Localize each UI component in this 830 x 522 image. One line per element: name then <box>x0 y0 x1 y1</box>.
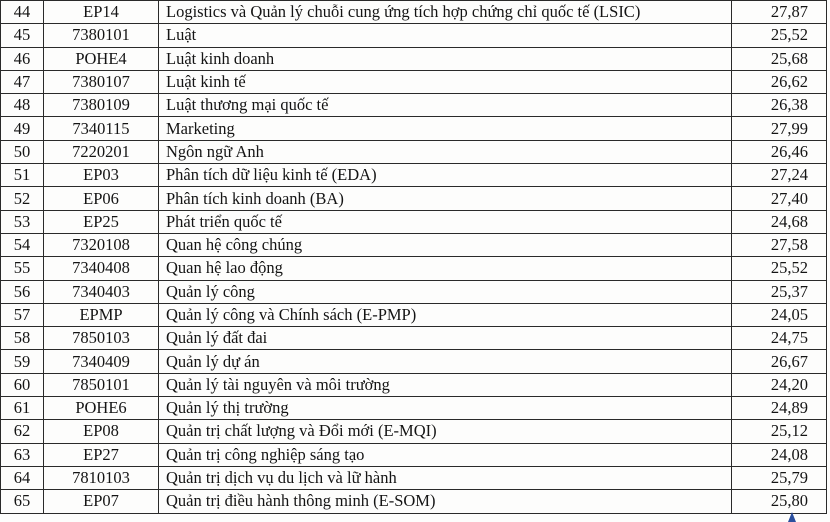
row-number-cell: 60 <box>1 373 44 396</box>
program-name-cell: Quan hệ công chúng <box>159 233 732 256</box>
program-code-cell: 7850103 <box>44 327 159 350</box>
cutoff-score-cell: 25,37 <box>732 280 827 303</box>
table-row <box>1 490 827 513</box>
table-row <box>1 164 827 187</box>
cutoff-score-cell: 25,80 <box>732 490 827 513</box>
table-body <box>1 1 827 514</box>
table-row <box>1 94 827 117</box>
table-row <box>1 466 827 489</box>
program-name-cell: Quản trị điều hành thông minh (E-SOM) <box>159 490 732 513</box>
program-code-cell: EPMP <box>44 303 159 326</box>
program-code-cell: EP07 <box>44 490 159 513</box>
program-code-cell: POHE4 <box>44 47 159 70</box>
program-code-cell: 7380101 <box>44 24 159 47</box>
program-name-cell: Ngôn ngữ Anh <box>159 140 732 163</box>
program-code-cell: 7340408 <box>44 257 159 280</box>
row-number-cell: 55 <box>1 257 44 280</box>
program-name-cell: Quản trị dịch vụ du lịch và lữ hành <box>159 466 732 489</box>
row-number-cell: 63 <box>1 443 44 466</box>
cutoff-score-cell: 27,24 <box>732 164 827 187</box>
program-code-cell: EP25 <box>44 210 159 233</box>
program-name-cell: Quản lý công <box>159 280 732 303</box>
cutoff-score-cell: 26,67 <box>732 350 827 373</box>
program-code-cell: 7320108 <box>44 233 159 256</box>
program-name-cell: Logistics và Quản lý chuỗi cung ứng tích hợp chứng chỉ quốc tế (LSIC) <box>159 1 732 24</box>
program-name-cell: Quản lý công và Chính sách (E-PMP) <box>159 303 732 326</box>
table-row <box>1 117 827 140</box>
row-number-cell: 45 <box>1 24 44 47</box>
row-number-cell: 49 <box>1 117 44 140</box>
cutoff-score-cell: 24,75 <box>732 327 827 350</box>
program-name-cell: Quản trị công nghiệp sáng tạo <box>159 443 732 466</box>
table-row <box>1 70 827 93</box>
program-code-cell: 7380107 <box>44 70 159 93</box>
program-code-cell: 7850101 <box>44 373 159 396</box>
program-code-cell: EP03 <box>44 164 159 187</box>
program-code-cell: 7810103 <box>44 466 159 489</box>
cutoff-score-cell: 27,99 <box>732 117 827 140</box>
table-row <box>1 24 827 47</box>
program-name-cell: Luật kinh tế <box>159 70 732 93</box>
cutoff-score-cell: 26,46 <box>732 140 827 163</box>
program-code-cell: 7340403 <box>44 280 159 303</box>
table-row <box>1 420 827 443</box>
table-row <box>1 350 827 373</box>
cutoff-score-cell: 26,38 <box>732 94 827 117</box>
row-number-cell: 52 <box>1 187 44 210</box>
cutoff-score-cell: 27,58 <box>732 233 827 256</box>
table-row <box>1 280 827 303</box>
program-code-cell: POHE6 <box>44 397 159 420</box>
program-code-cell: EP27 <box>44 443 159 466</box>
program-name-cell: Phân tích dữ liệu kinh tế (EDA) <box>159 164 732 187</box>
table-row <box>1 257 827 280</box>
cutoff-score-cell: 25,52 <box>732 257 827 280</box>
row-number-cell: 51 <box>1 164 44 187</box>
row-number-cell: 57 <box>1 303 44 326</box>
program-name-cell: Quản lý đất đai <box>159 327 732 350</box>
row-number-cell: 56 <box>1 280 44 303</box>
row-number-cell: 62 <box>1 420 44 443</box>
cutoff-score-cell: 25,79 <box>732 466 827 489</box>
row-number-cell: 44 <box>1 1 44 24</box>
row-number-cell: 59 <box>1 350 44 373</box>
row-number-cell: 50 <box>1 140 44 163</box>
cutoff-score-cell: 24,89 <box>732 397 827 420</box>
row-number-cell: 65 <box>1 490 44 513</box>
table-row <box>1 327 827 350</box>
table-row <box>1 140 827 163</box>
program-name-cell: Phát triển quốc tế <box>159 210 732 233</box>
program-name-cell: Luật kinh doanh <box>159 47 732 70</box>
program-name-cell: Quản lý thị trường <box>159 397 732 420</box>
cutoff-score-cell: 25,12 <box>732 420 827 443</box>
table-row <box>1 373 827 396</box>
cutoff-score-cell: 27,87 <box>732 1 827 24</box>
program-code-cell: 7340409 <box>44 350 159 373</box>
cutoff-score-cell: 24,20 <box>732 373 827 396</box>
program-code-cell: EP08 <box>44 420 159 443</box>
program-name-cell: Marketing <box>159 117 732 140</box>
program-code-cell: 7380109 <box>44 94 159 117</box>
cutoff-score-cell: 27,40 <box>732 187 827 210</box>
row-number-cell: 48 <box>1 94 44 117</box>
cutoff-score-cell: 24,05 <box>732 303 827 326</box>
row-number-cell: 46 <box>1 47 44 70</box>
cutoff-score-cell: 25,52 <box>732 24 827 47</box>
program-name-cell: Quan hệ lao động <box>159 257 732 280</box>
row-number-cell: 64 <box>1 466 44 489</box>
program-name-cell: Quản lý tài nguyên và môi trường <box>159 373 732 396</box>
table-row <box>1 47 827 70</box>
program-code-cell: EP06 <box>44 187 159 210</box>
table-row <box>1 397 827 420</box>
cutoff-score-cell: 24,68 <box>732 210 827 233</box>
table-row <box>1 210 827 233</box>
table-row <box>1 187 827 210</box>
program-name-cell: Luật thương mại quốc tế <box>159 94 732 117</box>
program-name-cell: Luật <box>159 24 732 47</box>
cutoff-score-cell: 25,68 <box>732 47 827 70</box>
table-row <box>1 1 827 24</box>
row-number-cell: 61 <box>1 397 44 420</box>
row-number-cell: 58 <box>1 327 44 350</box>
program-name-cell: Quản lý dự án <box>159 350 732 373</box>
program-name-cell: Phân tích kinh doanh (BA) <box>159 187 732 210</box>
corner-arrow-icon <box>788 512 796 522</box>
table-row <box>1 303 827 326</box>
table-row <box>1 233 827 256</box>
program-code-cell: 7340115 <box>44 117 159 140</box>
program-name-cell: Quản trị chất lượng và Đổi mới (E-MQI) <box>159 420 732 443</box>
table-row <box>1 443 827 466</box>
program-code-cell: EP14 <box>44 1 159 24</box>
cutoff-score-cell: 26,62 <box>732 70 827 93</box>
row-number-cell: 54 <box>1 233 44 256</box>
row-number-cell: 47 <box>1 70 44 93</box>
row-number-cell: 53 <box>1 210 44 233</box>
program-code-cell: 7220201 <box>44 140 159 163</box>
cutoff-score-cell: 24,08 <box>732 443 827 466</box>
